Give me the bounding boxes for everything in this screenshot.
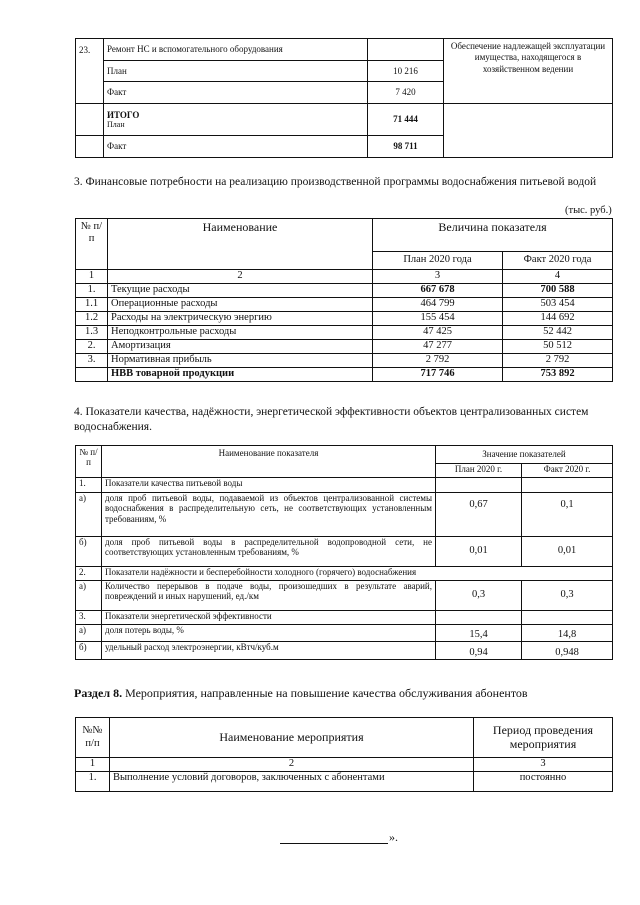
row-name: НВВ товарной продукции	[108, 368, 373, 382]
total-label: ИТОГО	[107, 109, 140, 120]
head-plan: План 2020 года	[373, 252, 503, 270]
row-name: доля проб питьевой воды в распределительной водопроводной сети, не соответствующих установленным требованиям, %	[102, 537, 436, 567]
head-value: Величина показателя	[373, 219, 613, 252]
index-cell: 3	[474, 758, 613, 772]
group-title: Показатели надёжности и бесперебойности холодного (горячего) водоснабжения	[102, 567, 613, 581]
row-num: б)	[76, 537, 102, 567]
row-num: а)	[76, 625, 102, 642]
head-name: Наименование	[108, 219, 373, 270]
row-fact: 52 442	[503, 326, 613, 340]
group-num: 3.	[76, 611, 102, 625]
total-fact-label: Факт	[104, 136, 368, 158]
head-num: №№ п/п	[76, 718, 110, 758]
table-row	[76, 340, 613, 354]
row-name: Нормативная прибыль	[108, 354, 373, 368]
row-num	[76, 368, 108, 382]
row-fact: 0,3	[522, 581, 613, 611]
row-plan: 0,3	[436, 581, 522, 611]
section3-heading: 3. Финансовые потребности на реализацию производственной программы водоснабжения питьевой водой	[74, 176, 597, 188]
row-num: 2.	[76, 340, 108, 354]
row-num: а)	[76, 581, 102, 611]
head-num: № п/п	[76, 219, 108, 270]
group-title: Показатели качества питьевой воды	[102, 478, 436, 493]
table-row	[76, 354, 613, 368]
row-name: удельный расход электроэнергии, кВтч/куб.м	[102, 642, 436, 660]
row-name: Количество перерывов в подаче воды, произошедших в результате аварий, повреждений и иных нарушений, ед./км	[102, 581, 436, 611]
plan-value: 10 216	[368, 61, 444, 82]
index-cell: 1	[76, 758, 110, 772]
row-num: а)	[76, 493, 102, 537]
row-fact: 0,01	[522, 537, 613, 567]
table-row	[76, 298, 613, 312]
row-number: 23.	[76, 39, 104, 104]
row-fact: 14,8	[522, 625, 613, 642]
head-num: № п/п	[76, 446, 102, 478]
group-title: Показатели энергетической эффективности	[102, 611, 436, 625]
section8-title: Мероприятия, направленные на повышение качества обслуживания абонентов	[125, 686, 528, 700]
head-fact: Факт 2020 г.	[522, 464, 613, 478]
head-name: Наименование мероприятия	[110, 718, 474, 758]
row-period: постоянно	[474, 772, 613, 792]
item-name: Ремонт НС и вспомогательного оборудования	[104, 39, 368, 61]
row-plan: 464 799	[373, 298, 503, 312]
end-mark: ».	[389, 830, 398, 844]
total-fact-value: 98 711	[368, 136, 444, 158]
row-name: Неподконтрольные расходы	[108, 326, 373, 340]
finance-table	[75, 218, 613, 382]
row-fact: 144 692	[503, 312, 613, 326]
fact-label: Факт	[104, 82, 368, 104]
row-plan: 717 746	[373, 368, 503, 382]
purpose-note: Обеспечение надлежащей эксплуатации имущества, находящегося в хозяйственном ведении	[444, 39, 613, 104]
total-row	[76, 368, 613, 382]
row-fact: 503 454	[503, 298, 613, 312]
head-period: Период проведения мероприятия	[474, 718, 613, 758]
row-fact: 50 512	[503, 340, 613, 354]
index-cell: 1	[76, 270, 108, 284]
row-name: Текущие расходы	[108, 284, 373, 298]
row-fact: 2 792	[503, 354, 613, 368]
group-num: 2.	[76, 567, 102, 581]
total-plan-label: План	[107, 120, 125, 130]
head-fact: Факт 2020 года	[503, 252, 613, 270]
table-row	[76, 284, 613, 298]
row-plan: 2 792	[373, 354, 503, 368]
row-num: 1.	[76, 772, 110, 792]
signature-line	[280, 843, 388, 844]
head-name: Наименование показателя	[102, 446, 436, 478]
index-cell: 4	[503, 270, 613, 284]
index-cell: 2	[108, 270, 373, 284]
plan-label: План	[104, 61, 368, 82]
row-num: 1.2	[76, 312, 108, 326]
row-fact: 0,948	[522, 642, 613, 660]
table-row	[76, 326, 613, 340]
service-table	[75, 717, 613, 792]
row-plan: 667 678	[373, 284, 503, 298]
head-value: Значение показателей	[436, 446, 613, 464]
row-plan: 47 277	[373, 340, 503, 354]
row-name: доля потерь воды, %	[102, 625, 436, 642]
row-name: Выполнение условий договоров, заключенных с абонентами	[110, 772, 474, 792]
row-num: б)	[76, 642, 102, 660]
row-num: 1.	[76, 284, 108, 298]
row-plan: 0,67	[436, 493, 522, 537]
row-fact: 753 892	[503, 368, 613, 382]
row-fact: 700 588	[503, 284, 613, 298]
repair-table	[75, 38, 613, 158]
row-num: 1.1	[76, 298, 108, 312]
quality-table	[75, 445, 613, 660]
index-cell: 3	[373, 270, 503, 284]
row-num: 3.	[76, 354, 108, 368]
row-fact: 0,1	[522, 493, 613, 537]
table-row	[76, 312, 613, 326]
row-name: доля проб питьевой воды, подаваемой из объектов централизованной системы водоснабжения в распределительную сеть, не соответствующих установленным требованиям, %	[102, 493, 436, 537]
row-plan: 47 425	[373, 326, 503, 340]
row-plan: 0,94	[436, 642, 522, 660]
row-name: Операционные расходы	[108, 298, 373, 312]
fact-value: 7 420	[368, 82, 444, 104]
row-name: Амортизация	[108, 340, 373, 354]
total-plan-value: 71 444	[368, 104, 444, 136]
group-num: 1.	[76, 478, 102, 493]
section8-label: Раздел 8.	[74, 686, 123, 700]
section8-heading	[74, 686, 619, 702]
head-plan: План 2020 г.	[436, 464, 522, 478]
section3-units: (тыс. руб.)	[565, 205, 612, 216]
row-name: Расходы на электрическую энергию	[108, 312, 373, 326]
row-plan: 155 454	[373, 312, 503, 326]
row-plan: 0,01	[436, 537, 522, 567]
row-plan: 15,4	[436, 625, 522, 642]
row-num: 1.3	[76, 326, 108, 340]
table-row	[76, 772, 613, 792]
index-cell: 2	[110, 758, 474, 772]
section4-heading: 4. Показатели качества, надёжности, энергетической эффективности объектов централизованных систем водоснабжения.	[74, 406, 589, 433]
